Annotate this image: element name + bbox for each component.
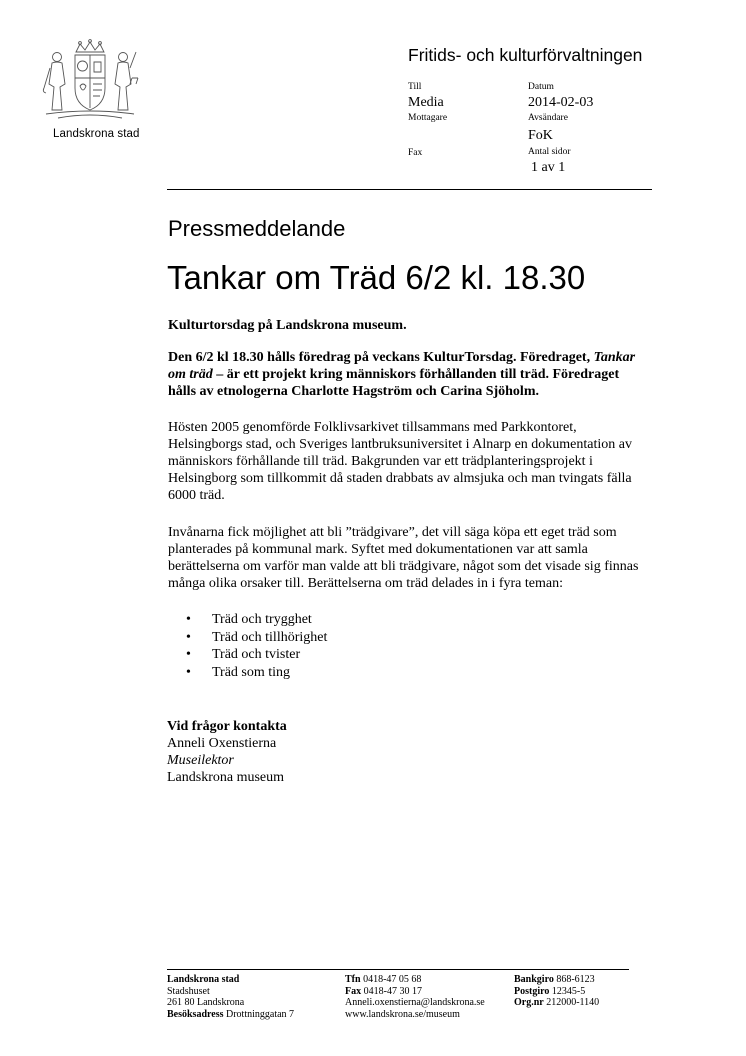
bankgiro-value: 868-6123 <box>553 974 595 985</box>
list-item-text: Träd som ting <box>212 664 291 680</box>
avsandare-label: Avsändare <box>528 113 568 123</box>
footer-fax <box>345 986 485 998</box>
document-type: Pressmeddelande <box>168 216 346 241</box>
till-label: Till <box>408 82 422 92</box>
body-paragraph-2: Invånarna fick möjlighet att bli ”trädgivare”, det vill säga köpa ett eget träd som planterades på kommunal mark. Syftet med dokumentationen var att samla berättelserna om varför man valde att bli trädgivare, något som det visade sig finnas många olika orsaker till. Berättelserna om träd delades in i fyra teman: <box>168 525 639 591</box>
datum-value: 2014-02-03 <box>528 95 594 110</box>
lead-talk-title: Tankar om träd <box>168 350 636 382</box>
phone-value: 0418-47 05 68 <box>360 974 422 985</box>
list-item <box>168 664 327 682</box>
lead-line: Kulturtorsdag på Landskrona museum. <box>168 318 407 333</box>
visit-label: Besöksadress <box>167 1008 224 1020</box>
body-paragraph-1: Hösten 2005 genomförde Folklivsarkivet tillsammans med Parkkontoret, Helsingborgs stad, och Sveriges lantbruksuniversitet i Alnarp en dokumentation av människors förhållande till träd. Bakgrunden var ett trädplanteringsprojekt i Helsingborg som tillkommit då staden drabbats av almsjuka och man tvingats fälla 6000 träd. <box>168 420 632 503</box>
postgiro-label: Postgiro <box>514 985 550 997</box>
org-name: Landskrona stad <box>53 128 140 140</box>
contact-place: Landskrona museum <box>167 770 285 785</box>
antal-sidor-label: Antal sidor <box>528 147 571 157</box>
visit-value: Drottninggatan 7 <box>223 1008 295 1020</box>
fax-label: Fax <box>345 985 362 997</box>
lead-paragraph <box>168 349 648 400</box>
footer-postgiro <box>514 986 599 998</box>
till-value: Media <box>408 95 444 110</box>
lead-text-pre: Den 6/2 kl 18.30 hålls föredrag på veckans KulturTorsdag. Föredraget, <box>168 350 591 365</box>
lead-text-post: – är ett projekt kring människors förhållanden till träd. Föredraget hålls av etnologerna Charlotte Hagström och Carina Sjöholm. <box>168 367 620 399</box>
footer-bankgiro <box>514 974 599 986</box>
bullet-icon: • <box>186 629 191 645</box>
footer-email-link[interactable]: Anneli.oxenstierna@landskrona.se <box>345 997 485 1008</box>
header-divider <box>167 189 652 190</box>
contact-name: Anneli Oxenstierna <box>167 736 277 751</box>
contact-title: Museilektor <box>167 753 234 768</box>
contact-heading: Vid frågor kontakta <box>167 719 287 734</box>
footer-divider <box>167 969 629 970</box>
footer-phone <box>345 974 485 986</box>
footer-postal-line: 261 80 Landskrona <box>167 997 245 1008</box>
bullet-icon: • <box>186 664 191 680</box>
coat-of-arms-logo <box>40 38 140 126</box>
bankgiro-label: Bankgiro <box>514 974 554 985</box>
footer-contact <box>345 974 485 1020</box>
list-item-text: Träd och tillhörighet <box>212 629 328 645</box>
footer-address-line: Stadshuset <box>167 985 210 997</box>
footer-visit-address <box>167 1009 294 1021</box>
theme-list <box>168 611 327 681</box>
department-title: Fritids- och kulturförvaltningen <box>408 45 643 65</box>
avsandare-value: FoK <box>528 128 553 143</box>
list-item-text: Träd och trygghet <box>212 612 312 627</box>
list-item <box>168 629 327 647</box>
datum-label: Datum <box>528 82 554 92</box>
list-item-text: Träd och tvister <box>212 647 301 662</box>
footer-finance <box>514 974 599 1009</box>
footer-orgnr <box>514 997 599 1009</box>
postgiro-value: 12345-5 <box>549 985 586 997</box>
headline: Tankar om Träd 6/2 kl. 18.30 <box>167 259 586 296</box>
orgnr-label: Org.nr <box>514 997 544 1008</box>
list-item <box>168 611 327 629</box>
phone-label: Tfn <box>345 974 361 985</box>
orgnr-value: 212000-1140 <box>543 997 600 1008</box>
mottagare-label: Mottagare <box>408 113 448 123</box>
contact-block <box>167 718 287 786</box>
fax-label: Fax <box>408 148 423 158</box>
list-item <box>168 646 327 664</box>
bullet-icon: • <box>186 612 191 627</box>
footer-org-name: Landskrona stad <box>167 974 240 985</box>
footer-address <box>167 974 294 1020</box>
antal-sidor-value: 1 av 1 <box>531 160 566 175</box>
bullet-icon: • <box>186 647 191 662</box>
footer-web-link[interactable]: www.landskrona.se/museum <box>345 1008 460 1020</box>
fax-value: 0418-47 30 17 <box>361 985 422 997</box>
